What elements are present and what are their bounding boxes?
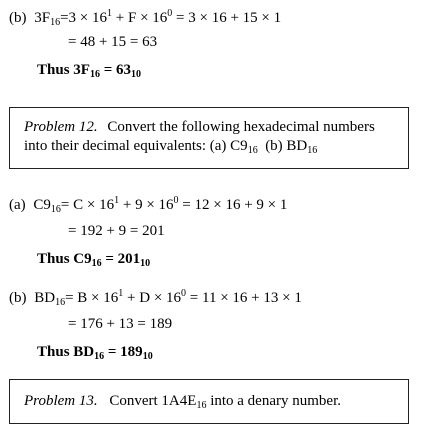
- problem-13-line: [24, 392, 341, 411]
- part-a-conclusion: Thus $C9_{16} = 201_{10}$: [37, 251, 151, 269]
- part-b1-equation-line-1: [9, 9, 281, 27]
- part-b2-number: $BD_{16}$: [34, 290, 66, 308]
- part-b1-number: $3F_{16}$: [34, 10, 61, 28]
- part-b1-equation-line-2: [68, 33, 157, 51]
- part-b2-equation-line-1: (b) $BD_{16}= B \times 16^1 + D \times 16^0 = 11 \times 16 + 13 \times 1$: [9, 288, 302, 308]
- problem-12-line-2: into their decimal equivalents: (a) $C9_{16}$ (b) $BD_{16}$: [24, 138, 318, 156]
- part-b1-sup2: 0: [167, 8, 173, 19]
- part-b1-eq-b: + F × 16: [112, 10, 168, 26]
- problem-13-text: Convert $1A4E_{16}$ into a denary number.: [109, 393, 341, 411]
- part-b1-eq-a: =3 × 16: [60, 10, 108, 26]
- part-b2-conclusion: Thus $BD_{16} = 189_{10}$: [37, 344, 153, 362]
- problem-13-label: Problem 13.: [24, 393, 98, 409]
- part-b2-label: (b): [9, 290, 27, 306]
- problem-12-label: Problem 12.: [24, 119, 98, 135]
- part-a-equation-line-1: (a) $C9_{16}= C \times 16^1 + 9 \times 16^0 = 12 \times 16 + 9 \times 1$: [9, 195, 288, 215]
- problem-12-line-1: [24, 118, 375, 137]
- part-a-equation-line-2: = 192 + 9 = 201: [68, 223, 165, 239]
- part-b2-equation-line-2: = 176 + 13 = 189: [68, 316, 173, 332]
- part-b1-eq2: = 48 + 15 = 63: [68, 34, 158, 50]
- part-b1-sup1: 1: [107, 8, 113, 19]
- part-b1-conclusion: Thus $3F_{16} = 63_{10}$: [37, 62, 142, 80]
- part-b1-label: (b): [9, 10, 27, 26]
- problem-12-text-a: Convert the following hexadecimal numbers: [107, 119, 375, 135]
- part-a-label: (a): [9, 197, 26, 213]
- part-a-number: $C9_{16}$: [33, 197, 61, 215]
- part-b1-eq-c: = 3 × 16 + 15 × 1: [172, 10, 282, 26]
